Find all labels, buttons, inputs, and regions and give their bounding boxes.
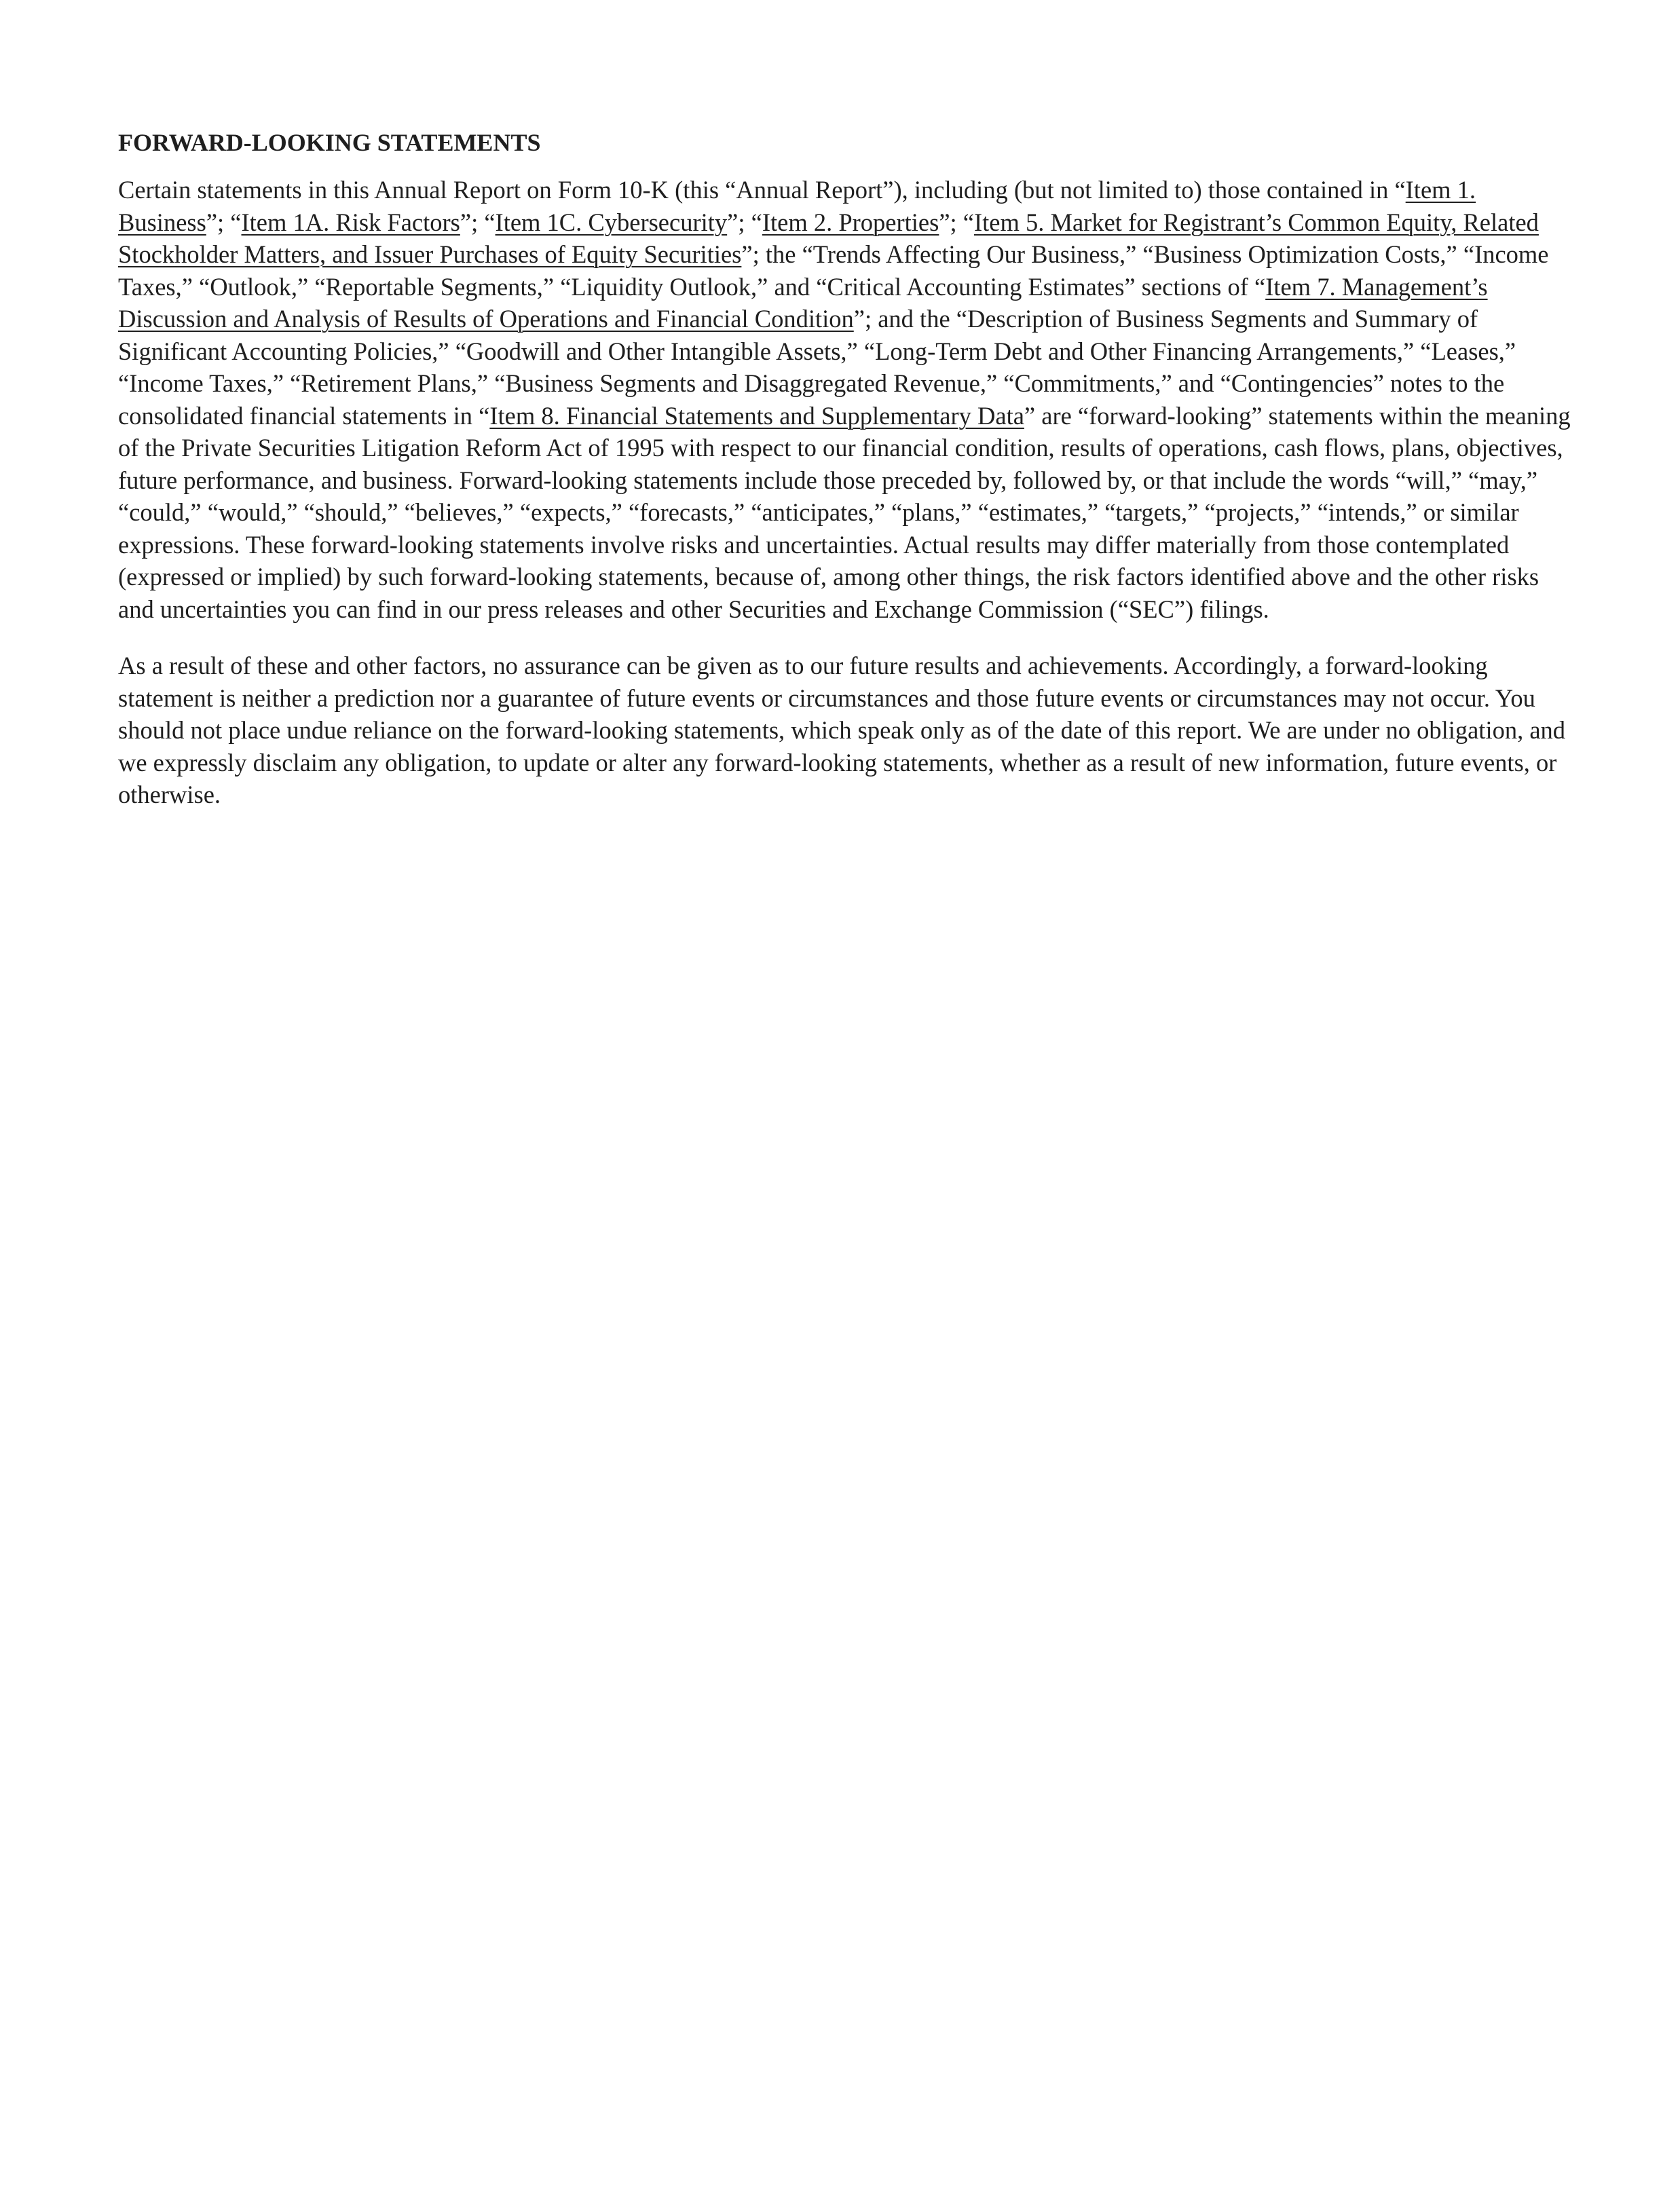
paragraph-text: ”; “ bbox=[460, 208, 496, 236]
section-heading: FORWARD-LOOKING STATEMENTS bbox=[118, 129, 541, 156]
link-item-1-business[interactable]: Item 1. Business bbox=[118, 176, 1476, 236]
paragraph-text: Certain statements in this Annual Report on Form 10-K (this “Annual Report”), including (but not limited to) those contained in “ bbox=[118, 176, 1406, 204]
paragraph-text: ”; the “Trends Affecting Our Business,” “Business Optimization Costs,” “Income Taxes,” “Outlook,” “Reportable Segments,” “Liquidity Outlook,” and “Critical Accounting Estimates” sections of “ bbox=[118, 240, 1549, 301]
link-item-5-market[interactable]: Item 5. Market for Registrant’s Common Equity, Related Stockholder Matters, and Issuer Purchases of Equity Securities bbox=[118, 208, 1539, 268]
paragraph-text: ”; “ bbox=[939, 208, 975, 236]
document-page bbox=[118, 126, 1571, 836]
link-item-7-mdna[interactable]: Item 7. Management’s Discussion and Analysis of Results of Operations and Financial Condition bbox=[118, 272, 1488, 333]
paragraph-text: ”; “ bbox=[206, 208, 242, 236]
link-item-2-properties[interactable]: Item 2. Properties bbox=[762, 208, 939, 236]
paragraph-forward-looking bbox=[118, 174, 1571, 625]
paragraph-no-assurance: As a result of these and other factors, no assurance can be given as to our future results and achievements. Accordingly, a forward-looking statement is neither a prediction nor a guarantee of future events or circumstances and those future events or circumstances may not occur. You should not place undue reliance on the forward-looking statements, which speak only as of the date of this report. We are under no obligation, and we expressly disclaim any obligation, to update or alter any forward-looking statements, whether as a result of new information, future events, or otherwise. bbox=[118, 652, 1566, 808]
paragraph-text: ”; and the “Description of Business Segments and Summary of Significant Accounting Policies,” “Goodwill and Other Intangible Assets,” “Long-Term Debt and Other Financing Arrangements,” “Leases,” “Income Taxes,” “Retirement Plans,” “Business Segments and Disaggregated Revenue,” “Commitments,” and “Contingencies” notes to the consolidated financial statements in “ bbox=[118, 305, 1516, 430]
paragraph-text: ”; “ bbox=[727, 208, 762, 236]
paragraph-text: ” are “forward-looking” statements within the meaning of the Private Securities Litigation Reform Act of 1995 with respect to our financial condition, results of operations, cash flows, plans, objectives, future performance, and business. Forward-looking statements include those preceded by, followed by, or that include the words “will,” “may,” “could,” “would,” “should,” “believes,” “expects,” “forecasts,” “anticipates,” “plans,” “estimates,” “targets,” “projects,” “intends,” or similar expressions. These forward-looking statements involve risks and uncertainties. Actual results may differ materially from those contemplated (expressed or implied) by such forward-looking statements, because of, among other things, the risk factors identified above and the other risks and uncertainties you can find in our press releases and other Securities and Exchange Commission (“SEC”) filings. bbox=[118, 401, 1571, 623]
link-item-8-financial-statements[interactable]: Item 8. Financial Statements and Supplementary Data bbox=[489, 401, 1024, 430]
link-item-1a-risk-factors[interactable]: Item 1A. Risk Factors bbox=[241, 208, 460, 236]
link-item-1c-cybersecurity[interactable]: Item 1C. Cybersecurity bbox=[495, 208, 728, 236]
